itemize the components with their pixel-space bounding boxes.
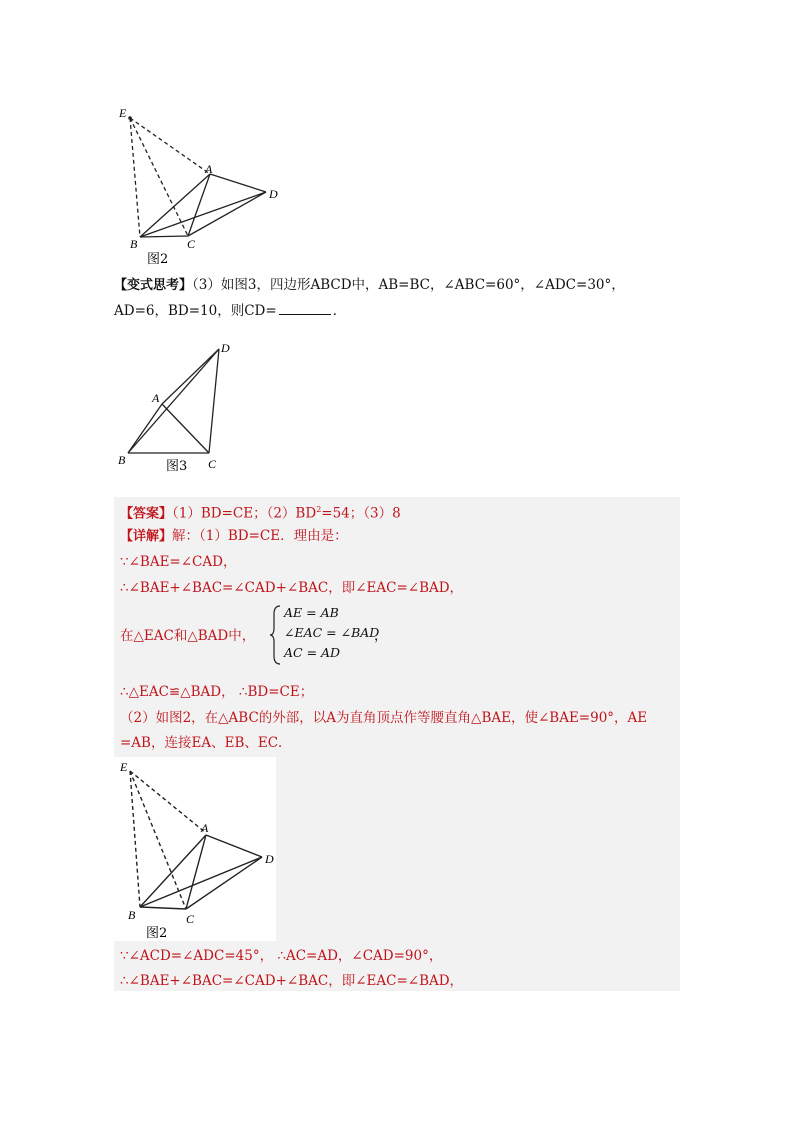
figure-2-answer [114,757,276,941]
label-a: A [152,391,160,405]
question-3-text-2: AD=6，BD=10，则CD= [114,303,277,319]
segment-ac [162,404,209,453]
answer-tag: 【答案】 [120,506,173,522]
question-3-line-1 [114,275,625,296]
label-a: A [205,162,213,176]
segment-ea [130,118,210,174]
label-c: C [187,237,196,251]
figure-2-top-diagram [112,100,292,270]
detail-tag: 【详解】 [120,529,173,544]
label-c: C [208,457,217,471]
detail-line-1 [120,526,348,547]
segment-ad [162,349,219,404]
figure-3 [114,338,244,478]
segment-bd [140,192,266,237]
question-3-text-1: （3）如图3，四边形ABCD中，AB=BC，∠ABC=60°，∠ADC=30°， [192,277,625,293]
question-3-text-end: ． [332,303,347,319]
segment-eb [130,118,140,237]
figure-2-top [112,100,292,270]
system-tail: ， [374,628,388,644]
point-e [128,116,132,120]
detail-line-6: （2）如图2，在△ABC的外部，以A为直角顶点作等腰直角△BAE，使∠BAE=90°，AE [120,710,648,726]
detail-line-3: ∴∠BAE+∠BAC=∠CAD+∠BAC，即∠EAC=∠BAD， [120,580,464,596]
label-e: E [119,106,127,120]
question-3-line-2 [114,301,346,321]
figure-caption: 图3 [166,459,188,474]
question-tag: 【变式思考】 [114,278,193,293]
label-b: B [118,453,126,467]
system-row-2: ∠EAC = ∠BAD [284,625,380,640]
detail-line-5: ∴△EAC≌△BAD， ∴BD=CE； [120,684,314,700]
system-row-1: AE = AB [284,605,339,620]
segment-ab [128,404,162,453]
segment-ea [130,771,206,833]
segment-dc [209,349,219,453]
label-e: E [120,760,128,774]
answer-text-2: =54；（3）8 [321,505,401,522]
detail-line-8: ∵∠ACD=∠ADC=45°， ∴AC=AD，∠CAD=90°， [120,948,443,964]
answer-line [120,500,401,525]
figure-caption: 图2 [147,252,169,267]
segment-ad [206,835,262,857]
detail-line-7: =AB，连接EA、EB、EC． [120,735,292,751]
label-c: C [186,912,195,926]
detail-line-9: ∴∠BAE+∠BAC=∠CAD+∠BAC，即∠EAC=∠BAD， [120,973,464,989]
answer-text-1: （1）BD=CE；（2）BD [172,505,317,522]
figure-3-diagram [114,338,244,478]
segment-ad [210,174,266,192]
detail-line-2: ∵∠BAE=∠CAD， [120,554,237,570]
label-a: A [201,821,209,835]
segment-bd [128,349,219,453]
segment-bc [140,907,186,909]
label-b: B [128,908,136,922]
answer-superscript: 2 [316,505,322,514]
label-b: B [130,237,138,251]
label-d: D [269,187,278,201]
answer-blank [279,302,331,315]
detail-text-1: 解：（1）BD=CE．理由是： [172,528,348,544]
segment-cd [188,192,266,236]
system-row-3: AC = AD [284,645,341,660]
detail-line-4: 在△EAC和△BAD中， [120,628,256,644]
brace-icon [270,604,282,666]
label-d: D [265,852,274,866]
congruence-system [284,603,379,663]
figure-caption: 图2 [146,926,168,941]
label-d: D [221,341,230,355]
segment-bc [140,236,188,237]
figure-2-answer-diagram [114,757,276,941]
